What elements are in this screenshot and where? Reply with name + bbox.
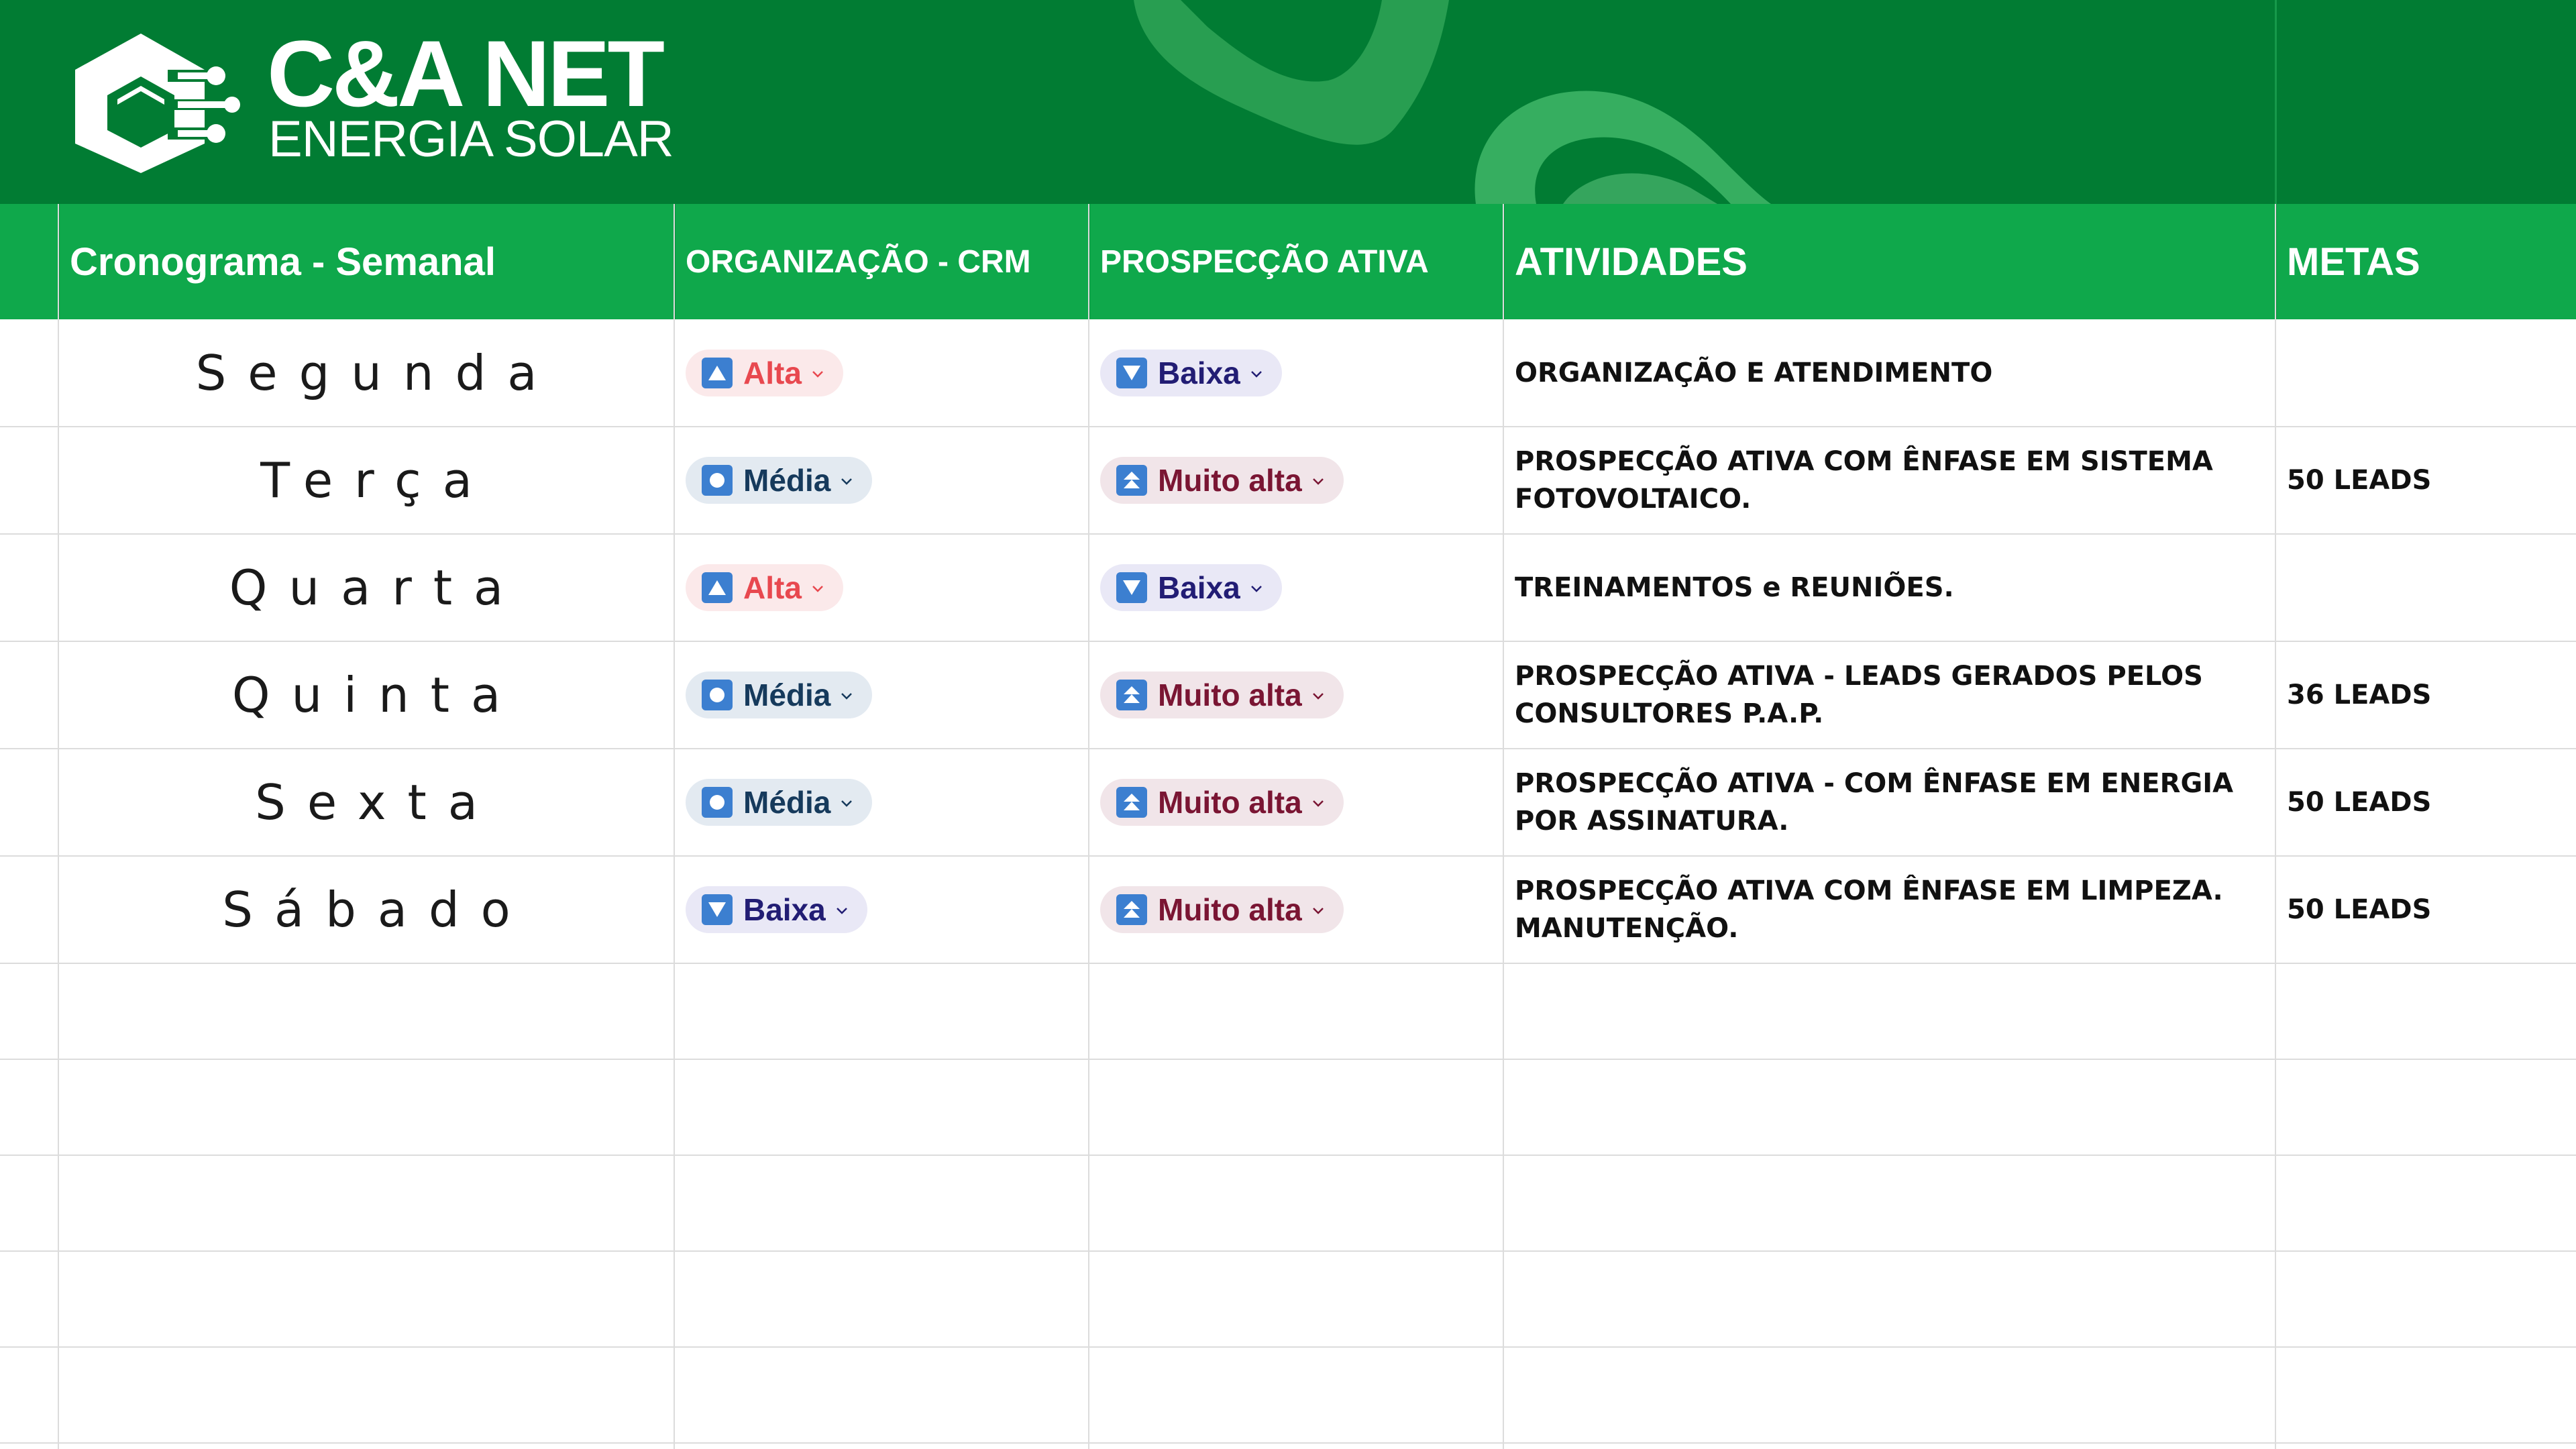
prospection-priority-dropdown[interactable] (1100, 886, 1344, 933)
activity-text: PROSPECÇÃO ATIVA COM ÊNFASE EM SISTEMA FOTOVOLTAICO. (1515, 446, 2213, 515)
empty-table-row (0, 1347, 2576, 1443)
brand-banner (0, 0, 2576, 204)
header-prospection[interactable]: PROSPECÇÃO ATIVA (1100, 244, 1429, 280)
header-day[interactable]: Cronograma - Semanal (70, 239, 496, 284)
brand-name: C&A NET (267, 21, 663, 126)
activity-cell[interactable] (1504, 534, 2275, 641)
row-gutter-cell[interactable] (0, 749, 58, 856)
priority-label: Muito alta (1158, 892, 1302, 927)
chevron-down-icon (811, 362, 824, 384)
day-label: Terça (260, 452, 494, 508)
row-gutter-cell[interactable] (0, 534, 58, 641)
empty-cell[interactable] (1089, 1347, 1503, 1443)
empty-cell[interactable] (1089, 1251, 1503, 1347)
empty-cell[interactable] (1089, 1155, 1503, 1251)
day-label: Quarta (229, 559, 525, 616)
prospection-priority-cell[interactable] (1089, 427, 1503, 534)
activity-cell[interactable] (1504, 427, 2275, 534)
double-arrow-up-icon (1116, 465, 1147, 496)
empty-cell[interactable] (1504, 1347, 2275, 1443)
goal-cell[interactable] (2276, 856, 2576, 963)
empty-cell[interactable] (59, 1155, 674, 1251)
chevron-down-icon (1250, 576, 1263, 599)
empty-cell[interactable] (1089, 963, 1503, 1059)
goal-cell[interactable] (2276, 749, 2576, 856)
crm-priority-dropdown[interactable] (686, 672, 872, 718)
priority-label: Muito alta (1158, 785, 1302, 820)
activity-text: PROSPECÇÃO ATIVA - LEADS GERADOS PELOS CONSULTORES P.A.P. (1515, 661, 2203, 729)
activity-cell[interactable] (1504, 641, 2275, 749)
goal-cell[interactable] (2276, 319, 2576, 427)
table-row (0, 856, 2576, 963)
empty-cell[interactable] (675, 1251, 1088, 1347)
crm-priority-dropdown[interactable] (686, 457, 872, 504)
crm-priority-cell[interactable] (675, 641, 1088, 749)
goal-cell[interactable] (2276, 641, 2576, 749)
empty-table-row (0, 1251, 2576, 1347)
priority-label: Alta (743, 570, 802, 605)
crm-priority-dropdown[interactable] (686, 886, 867, 933)
header-crm[interactable]: ORGANIZAÇÃO - CRM (686, 244, 1031, 280)
activity-cell[interactable] (1504, 319, 2275, 427)
goal-text: 50 LEADS (2287, 894, 2432, 925)
day-cell[interactable] (59, 534, 674, 641)
day-label: Segunda (195, 345, 559, 401)
goal-cell[interactable] (2276, 427, 2576, 534)
header-goals[interactable]: METAS (2287, 239, 2420, 284)
crm-priority-dropdown[interactable] (686, 350, 843, 396)
day-cell[interactable] (59, 749, 674, 856)
double-arrow-up-icon (1116, 894, 1147, 925)
chevron-down-icon (835, 898, 849, 921)
priority-label: Média (743, 678, 831, 712)
arrow-down-icon (702, 894, 733, 925)
prospection-priority-dropdown[interactable] (1100, 564, 1282, 611)
column-header-row (0, 204, 2576, 319)
prospection-priority-cell[interactable] (1089, 641, 1503, 749)
prospection-priority-dropdown[interactable] (1100, 779, 1344, 826)
empty-cell[interactable] (59, 1347, 674, 1443)
day-cell[interactable] (59, 427, 674, 534)
crm-priority-cell[interactable] (675, 427, 1088, 534)
day-label: Sábado (222, 881, 532, 938)
chevron-down-icon (840, 684, 853, 706)
empty-cell[interactable] (2276, 1251, 2576, 1347)
activity-text: PROSPECÇÃO ATIVA - COM ÊNFASE EM ENERGIA POR ASSINATURA. (1515, 768, 2234, 837)
goal-text: 50 LEADS (2287, 465, 2432, 496)
priority-label: Muito alta (1158, 463, 1302, 498)
chevron-down-icon (1311, 469, 1325, 492)
table-row (0, 427, 2576, 534)
chevron-down-icon (1311, 898, 1325, 921)
goal-text: 36 LEADS (2287, 680, 2432, 710)
arrow-down-icon (1116, 358, 1147, 388)
crm-priority-cell[interactable] (675, 749, 1088, 856)
activity-text: TREINAMENTOS e REUNIÕES. (1515, 572, 1954, 603)
prospection-priority-dropdown[interactable] (1100, 457, 1344, 504)
priority-label: Média (743, 463, 831, 498)
activity-text: PROSPECÇÃO ATIVA COM ÊNFASE EM LIMPEZA. MANUTENÇÃO. (1515, 875, 2223, 944)
empty-cell[interactable] (0, 1251, 58, 1347)
double-arrow-up-icon (1116, 787, 1147, 818)
empty-cell[interactable] (2276, 1347, 2576, 1443)
crm-priority-cell[interactable] (675, 534, 1088, 641)
empty-cell[interactable] (2276, 1059, 2576, 1155)
priority-label: Muito alta (1158, 678, 1302, 712)
priority-label: Baixa (1158, 356, 1240, 390)
row-gutter-cell[interactable] (0, 856, 58, 963)
empty-cell[interactable] (0, 1059, 58, 1155)
chevron-down-icon (840, 791, 853, 814)
empty-cell[interactable] (59, 1251, 674, 1347)
day-label: Sexta (255, 774, 499, 830)
goal-text: 50 LEADS (2287, 787, 2432, 818)
prospection-priority-dropdown[interactable] (1100, 672, 1344, 718)
prospection-priority-cell[interactable] (1089, 534, 1503, 641)
double-arrow-up-icon (1116, 680, 1147, 710)
empty-cell[interactable] (59, 963, 674, 1059)
crm-priority-dropdown[interactable] (686, 779, 872, 826)
table-row (0, 319, 2576, 427)
table-row (0, 749, 2576, 856)
banner-divider (2275, 0, 2277, 204)
empty-cell[interactable] (675, 1059, 1088, 1155)
table-row (0, 641, 2576, 749)
chevron-down-icon (1250, 362, 1263, 384)
activity-cell[interactable] (1504, 856, 2275, 963)
chevron-down-icon (840, 469, 853, 492)
empty-cell[interactable] (675, 963, 1088, 1059)
arrow-down-icon (1116, 572, 1147, 603)
empty-cell[interactable] (2276, 1155, 2576, 1251)
prospection-priority-dropdown[interactable] (1100, 350, 1282, 396)
empty-cell[interactable] (1504, 963, 2275, 1059)
empty-table-row (0, 963, 2576, 1059)
empty-cell[interactable] (59, 1059, 674, 1155)
empty-cell[interactable] (0, 1347, 58, 1443)
activity-text: ORGANIZAÇÃO E ATENDIMENTO (1515, 358, 1993, 388)
priority-label: Baixa (743, 892, 826, 927)
table-row (0, 534, 2576, 641)
logo-icon (67, 30, 241, 177)
crm-priority-dropdown[interactable] (686, 564, 843, 611)
crm-priority-cell[interactable] (675, 319, 1088, 427)
prospection-priority-cell[interactable] (1089, 319, 1503, 427)
empty-cell[interactable] (1089, 1059, 1503, 1155)
chevron-down-icon (811, 576, 824, 599)
chevron-down-icon (1311, 791, 1325, 814)
empty-table-row (0, 1059, 2576, 1155)
circle-icon (702, 680, 733, 710)
arrow-up-icon (702, 572, 733, 603)
row-gutter-cell[interactable] (0, 641, 58, 749)
empty-cell[interactable] (675, 1155, 1088, 1251)
day-label: Quinta (231, 667, 523, 723)
empty-table-row (0, 1155, 2576, 1251)
header-activities[interactable]: ATIVIDADES (1515, 239, 1748, 284)
chevron-down-icon (1311, 684, 1325, 706)
empty-cell[interactable] (0, 1155, 58, 1251)
brand-tagline: ENERGIA SOLAR (268, 111, 674, 168)
empty-cell[interactable] (1504, 1059, 2275, 1155)
prospection-priority-cell[interactable] (1089, 749, 1503, 856)
activity-cell[interactable] (1504, 749, 2275, 856)
prospection-priority-cell[interactable] (1089, 856, 1503, 963)
row-gutter-cell[interactable] (0, 427, 58, 534)
circle-icon (702, 465, 733, 496)
priority-label: Alta (743, 356, 802, 390)
goal-cell[interactable] (2276, 534, 2576, 641)
empty-cell[interactable] (2276, 963, 2576, 1059)
crm-priority-cell[interactable] (675, 856, 1088, 963)
day-cell[interactable] (59, 856, 674, 963)
empty-cell[interactable] (0, 963, 58, 1059)
priority-label: Média (743, 785, 831, 820)
empty-cell[interactable] (675, 1347, 1088, 1443)
row-gutter-cell[interactable] (0, 319, 58, 427)
day-cell[interactable] (59, 319, 674, 427)
circle-icon (702, 787, 733, 818)
empty-cell[interactable] (1504, 1155, 2275, 1251)
priority-label: Baixa (1158, 570, 1240, 605)
empty-cell[interactable] (1504, 1251, 2275, 1347)
arrow-up-icon (702, 358, 733, 388)
day-cell[interactable] (59, 641, 674, 749)
